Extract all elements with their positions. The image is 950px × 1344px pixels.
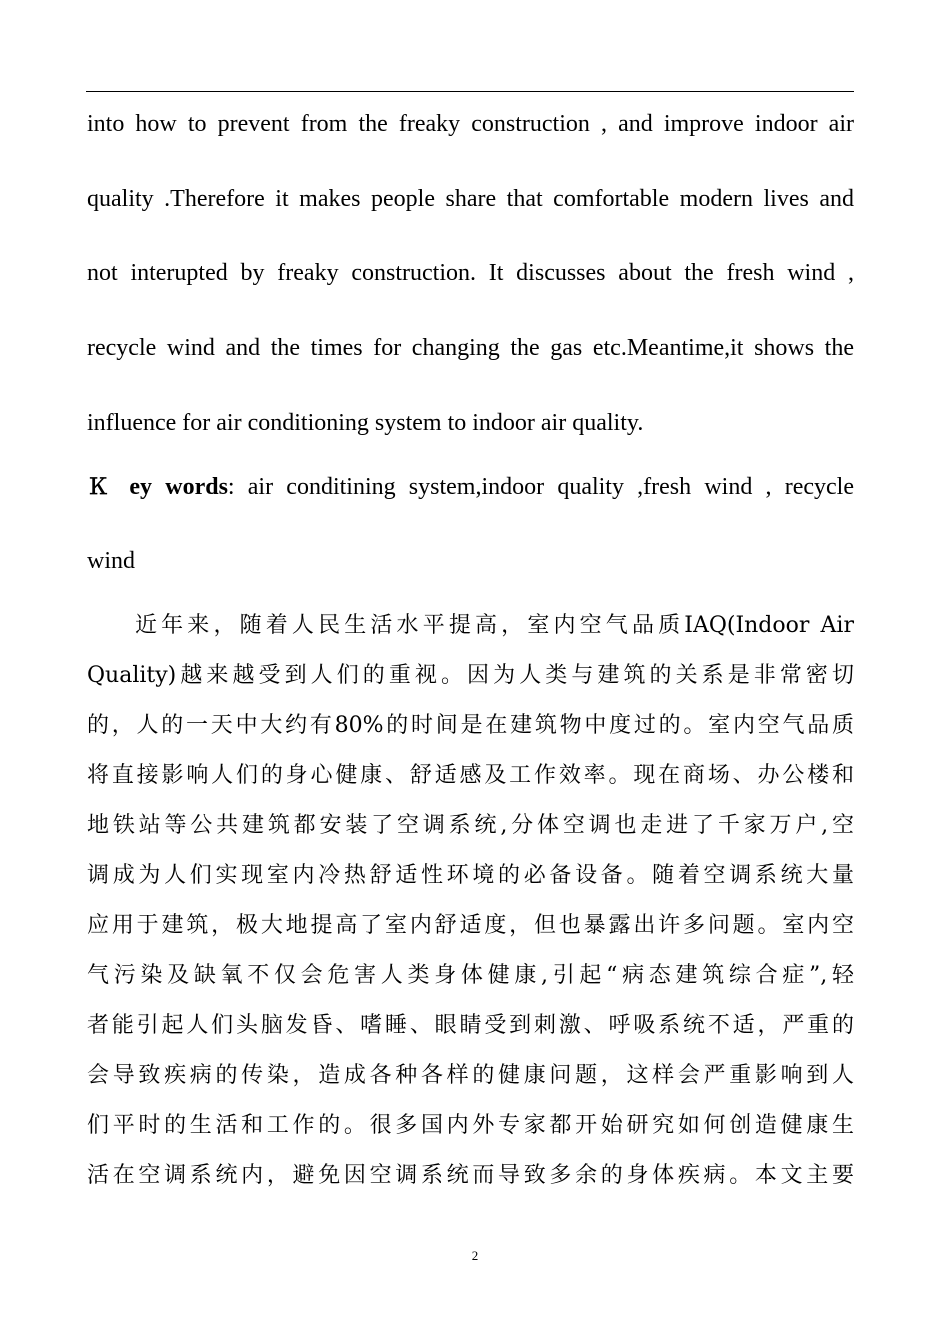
body-line: 者能引起人们头脑发昏、嗜睡、眼睛受到刺激、呼吸系统不适，严重的 <box>87 1013 854 1038</box>
keywords-label: ey words <box>116 474 228 500</box>
abstract-line: recycle wind and the times for changing the gas etc.Meantime,it shows the <box>87 335 854 361</box>
body-line: 近年来，随着人民生活水平提高，室内空气品质IAQ(Indoor Air <box>135 613 854 638</box>
keywords-text-continued: wind <box>87 548 135 574</box>
body-line: 会导致疾病的传染，造成各种各样的健康问题，这样会严重影响到人 <box>87 1063 854 1088</box>
keywords-k: Ｋ <box>87 475 117 500</box>
body-line: 应用于建筑，极大地提高了室内舒适度，但也暴露出许多问题。室内空 <box>87 913 854 938</box>
keywords-text: : air conditining system,indoor quality ,fresh wind , recycle <box>227 474 854 500</box>
abstract-line: not interupted by freaky construction. It discusses about the fresh wind , <box>87 260 854 286</box>
body-line: 地铁站等公共建筑都安装了空调系统,分体空调也走进了千家万户,空 <box>87 813 854 838</box>
body-line: 调成为人们实现室内冷热舒适性环境的必备设备。随着空调系统大量 <box>87 863 854 888</box>
body-line: 的，人的一天中大约有80%的时间是在建筑物中度过的。室内空气品质 <box>87 713 854 738</box>
body-line: 将直接影响人们的身心健康、舒适感及工作效率。现在商场、办公楼和 <box>87 763 854 788</box>
page-number: 2 <box>471 1248 479 1263</box>
body-line: Quality)越来越受到人们的重视。因为人类与建筑的关系是非常密切 <box>87 663 854 688</box>
abstract-line: quality .Therefore it makes people share that comfortable modern lives and <box>87 186 854 212</box>
keywords-line <box>87 472 854 503</box>
header-rule <box>86 91 854 92</box>
abstract-line: into how to prevent from the freaky construction , and improve indoor air <box>87 111 854 137</box>
body-line: 们平时的生活和工作的。很多国内外专家都开始研究如何创造健康生 <box>87 1113 854 1138</box>
abstract-line: influence for air conditioning system to indoor air quality. <box>87 410 644 436</box>
body-line: 活在空调系统内，避免因空调系统而导致多余的身体疾病。本文主要 <box>87 1163 854 1188</box>
body-line: 气污染及缺氧不仅会危害人类身体健康,引起“病态建筑综合症”,轻 <box>87 963 854 988</box>
